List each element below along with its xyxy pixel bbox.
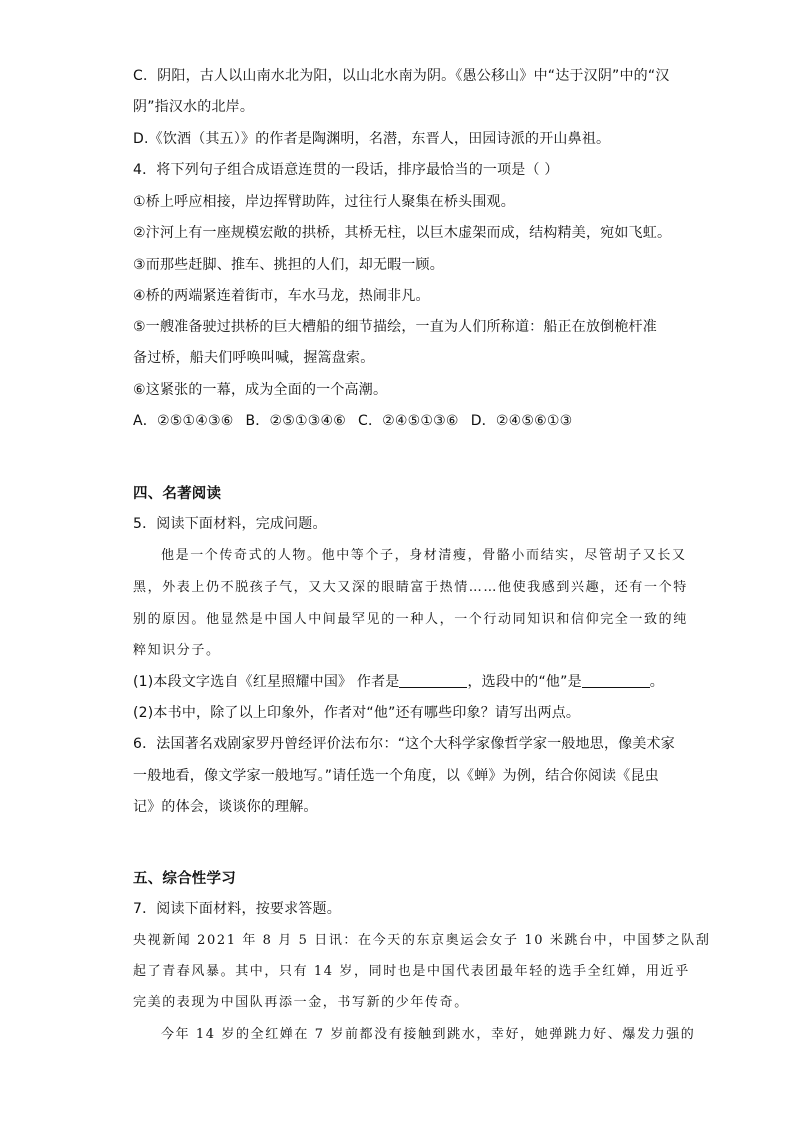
- passage-5-line-3: 别的原因。他显然是中国人中间最罕见的一种人，一个行动同知识和信仰完全一致的纯: [133, 612, 688, 627]
- passage-7-line-1: 央视新闻 2021 年 8 月 5 日讯：在今天的东京奥运会女子 10 米跳台中，中国梦之队刮: [133, 933, 711, 948]
- part-1-text-b: ，选段中的“他”是: [467, 674, 582, 690]
- question-6-line-2: 一般地看，像文学家一般地写。”请任选一个角度，以《蝉》为例，结合你阅读《昆虫: [133, 768, 659, 784]
- question-6-line-1: 6．法国著名戏剧家罗丹曾经评价法布尔：“这个大科学家像哲学家一般地思，像美术家: [133, 736, 675, 752]
- passage-7-line-4: 今年 14 岁的全红婵在 7 岁前都没有接触到跳水，幸好，她弹跳力好、爆发力强的: [161, 1027, 696, 1042]
- question-5-part-1: [133, 672, 664, 692]
- option-d-line: D.《饮酒（其五）》的作者是陶渊明，名潜，东晋人，田园诗派的开山鼻祖。: [133, 131, 611, 147]
- option-c-continuation: 阴”指汉水的北岸。: [133, 99, 255, 115]
- sentence-3: ③而那些赶脚、推车、挑担的人们，却无暇一顾。: [133, 257, 444, 273]
- sentence-6: ⑥这紧张的一幕，成为全面的一个高潮。: [133, 382, 388, 398]
- passage-7-line-2: 起了青春风暴。其中，只有 14 岁，同时也是中国代表团最年轻的选手全红婵，用近乎: [133, 964, 690, 979]
- section-4-heading: 四、名著阅读: [133, 486, 222, 502]
- option-c: C．②④⑤①③⑥: [358, 413, 459, 429]
- question-7-stem: 7．阅读下面材料，按要求答题。: [133, 901, 341, 917]
- sentence-5: ⑤一艘准备驶过拱桥的巨大槽船的细节描绘，一直为人们所称道：船正在放倒桅杆准: [133, 319, 657, 335]
- option-a: A．②⑤①④③⑥: [133, 413, 234, 429]
- option-d: D．②④⑤⑥①③: [470, 413, 573, 429]
- question-4-stem: 4．将下列句子组合成语意连贯的一段话，排序最恰当的一项是（ ）: [133, 162, 559, 178]
- question-5-stem: 5．阅读下面材料，完成问题。: [133, 516, 327, 532]
- part-1-text-a: (1)本段文字选自《红星照耀中国》 作者是: [133, 674, 400, 690]
- sentence-1: ①桥上呼应相接，岸边挥臂助阵，过往行人聚集在桥头围观。: [133, 194, 515, 210]
- option-c-line: C．阴阳，古人以山南水北为阳，以山北水南为阴。《愚公移山》中“达于汉阴”中的“汉: [133, 68, 670, 84]
- passage-5-line-2: 黑，外表上仍不脱孩子气，又大又深的眼睛富于热情……他使我感到兴趣，还有一个特: [133, 580, 688, 595]
- passage-7-line-3: 完美的表现为中国队再添一金，书写新的少年传奇。: [133, 995, 469, 1010]
- passage-5-line-1: 他是一个传奇式的人物。他中等个子，身材清瘦，骨骼小而结实，尽管胡子又长又: [161, 548, 687, 563]
- question-6-line-3: 记》的体会，谈谈你的理解。: [133, 799, 318, 815]
- passage-5-line-4: 粹知识分子。: [133, 643, 221, 658]
- sentence-5-continuation: 备过桥，船夫们呼唤叫喊，握篙盘索。: [133, 350, 375, 366]
- question-4-options: [133, 411, 584, 431]
- question-5-part-2: (2)本书中，除了以上印象外，作者对“他”还有哪些印象？请写出两点。: [133, 705, 581, 721]
- section-5-heading: 五、综合性学习: [133, 871, 236, 887]
- sentence-4: ④桥的两端紧连着街市，车水马龙，热闹非凡。: [133, 288, 430, 304]
- part-1-text-c: 。: [649, 674, 664, 690]
- option-b: B．②⑤①③④⑥: [245, 413, 346, 429]
- person-answer-blank[interactable]: [582, 673, 650, 688]
- sentence-2: ②汴河上有一座规模宏敞的拱桥，其桥无柱，以巨木虚架而成，结构精美，宛如飞虹。: [133, 225, 672, 241]
- author-answer-blank[interactable]: [399, 673, 467, 688]
